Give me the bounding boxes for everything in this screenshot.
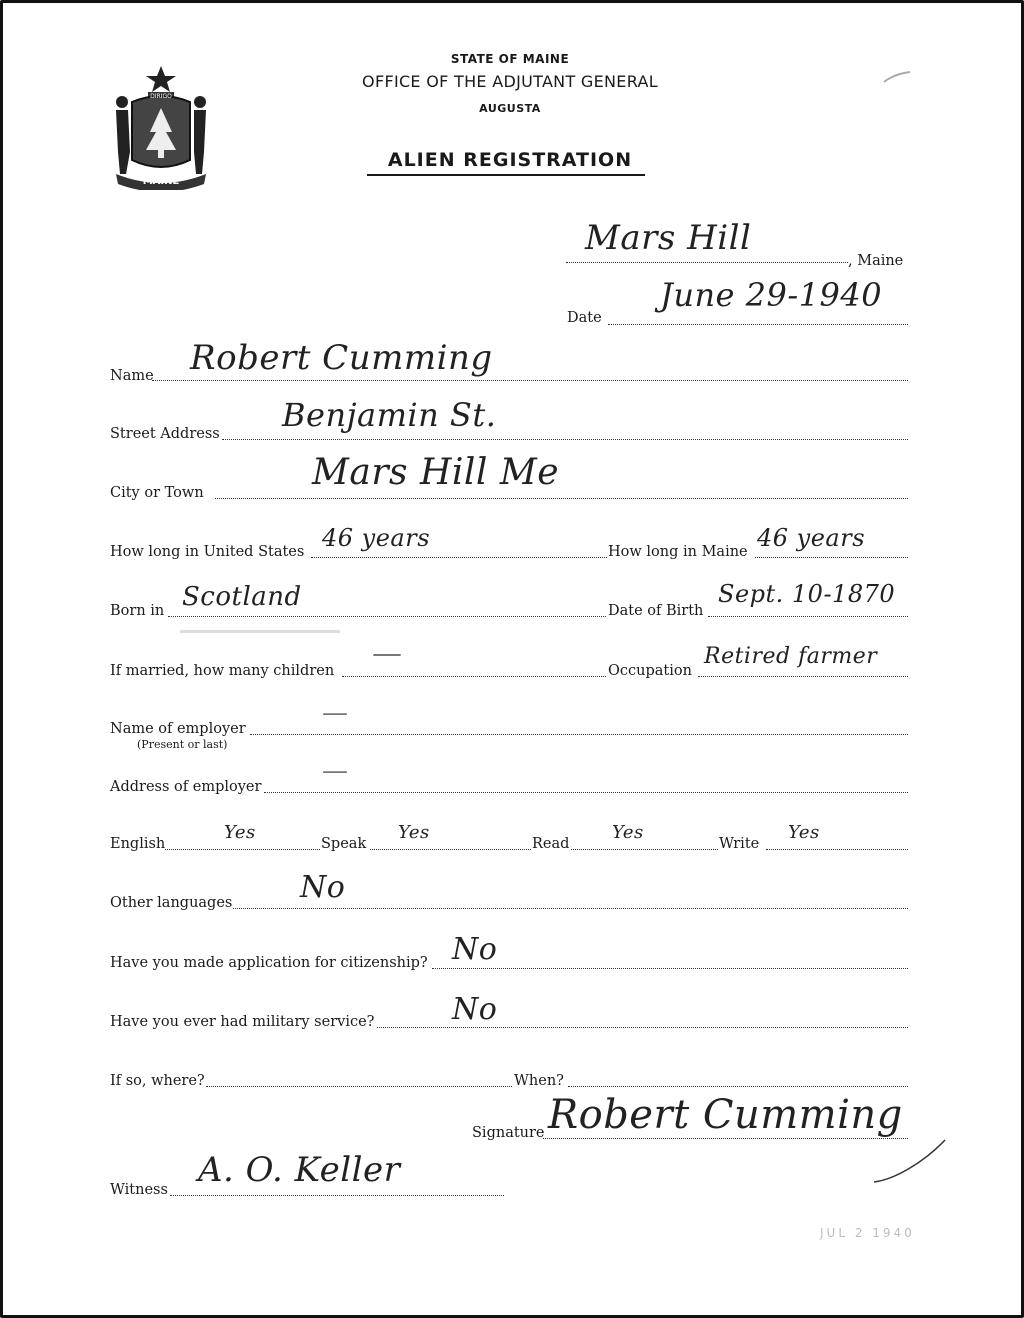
occupation-label: Occupation: [608, 663, 692, 679]
write-line: [766, 849, 908, 850]
citizenship-value[interactable]: No: [452, 932, 498, 967]
how-long-us-label: How long in United States: [110, 544, 305, 560]
military-label: Have you ever had military service?: [110, 1014, 375, 1030]
children-line: [342, 676, 606, 677]
date-value[interactable]: June 29-1940: [660, 276, 883, 314]
occupation-line: [698, 676, 908, 677]
signature-line: [543, 1138, 908, 1139]
write-value[interactable]: Yes: [788, 822, 820, 843]
header-city: AUGUSTA: [479, 102, 541, 115]
date-of-birth-line: [708, 616, 908, 617]
citizenship-line: [432, 968, 908, 969]
when-label: When?: [514, 1073, 564, 1089]
received-stamp: JUL 2 1940: [820, 1226, 915, 1240]
write-label: Write: [719, 836, 760, 852]
maine-seal-logo: [110, 62, 212, 190]
born-in-line: [168, 616, 606, 617]
signature-value[interactable]: Robert Cumming: [548, 1092, 903, 1138]
employer-address-value[interactable]: —: [322, 756, 349, 786]
military-value[interactable]: No: [452, 992, 498, 1027]
employer-name-sublabel: (Present or last): [137, 738, 228, 751]
where-label: If so, where?: [110, 1073, 205, 1089]
city-line: [215, 498, 908, 499]
read-label: Read: [532, 836, 570, 852]
other-languages-value[interactable]: No: [300, 870, 346, 905]
street-address-value[interactable]: Benjamin St.: [282, 396, 497, 434]
how-long-us-value[interactable]: 46 years: [322, 524, 431, 552]
city-label: City or Town: [110, 485, 204, 501]
citizenship-label: Have you made application for citizenship?: [110, 955, 428, 971]
where-line: [206, 1086, 512, 1087]
witness-line: [170, 1195, 504, 1196]
employer-address-label: Address of employer: [110, 779, 262, 795]
children-label: If married, how many children: [110, 663, 335, 679]
date-label: Date: [567, 310, 602, 326]
english-value[interactable]: Yes: [224, 822, 256, 843]
how-long-maine-label: How long in Maine: [608, 544, 748, 560]
born-in-label: Born in: [110, 603, 165, 619]
other-languages-line: [233, 908, 908, 909]
place-value[interactable]: Mars Hill: [585, 218, 752, 258]
date-of-birth-value[interactable]: Sept. 10-1870: [718, 580, 896, 608]
title-underline: [367, 174, 645, 176]
date-line: [608, 324, 908, 325]
english-line: [165, 849, 320, 850]
children-value[interactable]: —: [372, 636, 403, 671]
speak-label: Speak: [321, 836, 367, 852]
read-value[interactable]: Yes: [612, 822, 644, 843]
city-value[interactable]: Mars Hill Me: [312, 452, 559, 493]
other-languages-label: Other languages: [110, 895, 233, 911]
header-state: STATE OF MAINE: [450, 52, 570, 66]
how-long-maine-line: [755, 557, 908, 558]
name-value[interactable]: Robert Cumming: [190, 338, 493, 378]
place-line: [566, 262, 848, 263]
employer-name-value[interactable]: —: [322, 698, 349, 728]
speak-line: [370, 849, 531, 850]
signature-flourish: [870, 1136, 950, 1186]
employer-name-label: Name of employer: [110, 721, 246, 737]
name-line: [152, 380, 908, 381]
witness-label: Witness: [110, 1182, 168, 1198]
occupation-value[interactable]: Retired farmer: [704, 644, 878, 669]
born-in-value[interactable]: Scotland: [182, 582, 302, 612]
erasure-smudge: [180, 630, 340, 633]
employer-name-line: [250, 734, 908, 735]
street-address-line: [222, 439, 908, 440]
name-label: Name: [110, 368, 154, 384]
signature-label: Signature: [472, 1125, 545, 1141]
when-line: [568, 1086, 908, 1087]
place-suffix-label: , Maine: [848, 253, 904, 269]
date-of-birth-label: Date of Birth: [608, 603, 704, 619]
employer-address-line: [264, 792, 908, 793]
svg-text:DIRIGO: DIRIGO: [150, 93, 172, 100]
svg-text:MAINE: MAINE: [142, 176, 180, 187]
speak-value[interactable]: Yes: [398, 822, 430, 843]
form-title: ALIEN REGISTRATION: [387, 149, 633, 171]
english-label: English: [110, 836, 166, 852]
how-long-us-line: [311, 557, 607, 558]
check-mark-icon: [882, 70, 912, 86]
street-address-label: Street Address: [110, 426, 220, 442]
header-office: OFFICE OF THE ADJUTANT GENERAL: [362, 72, 658, 91]
military-line: [377, 1027, 908, 1028]
witness-value[interactable]: A. O. Keller: [198, 1150, 401, 1190]
how-long-maine-value[interactable]: 46 years: [757, 524, 866, 552]
read-line: [571, 849, 718, 850]
